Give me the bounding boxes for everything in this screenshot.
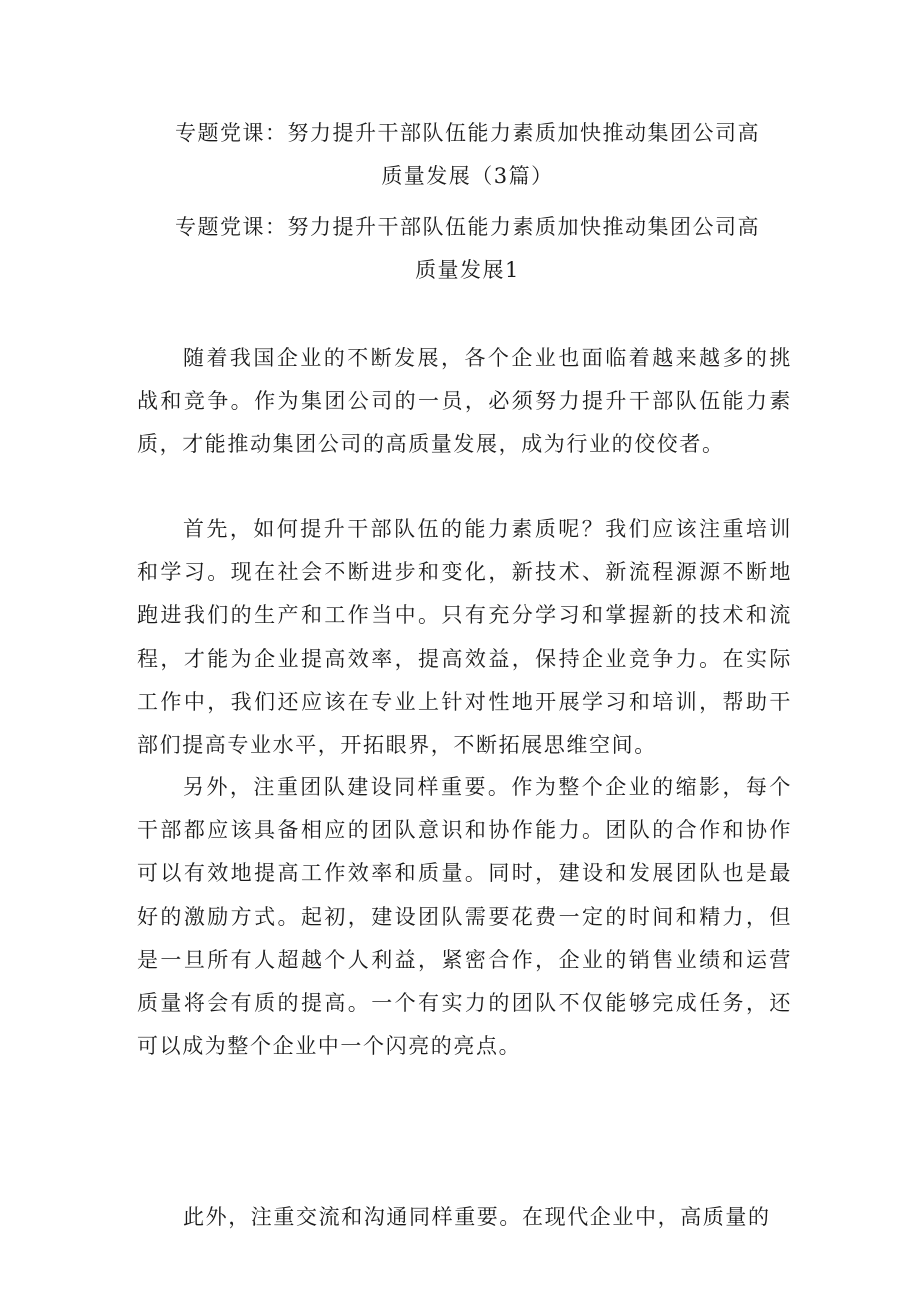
body-paragraph-3: 另外，注重团队建设同样重要。作为整个企业的缩影，每个干部都应该具备相应的团队意识和协作能力。团队的合作和协作可以有效地提高工作效率和质量。同时，建设和发展团队也是最好的激励方式。起初，建设团队需要花费一定的时间和精力，但是一旦所有人超越个人利益，紧密合作，企业的销售业绩和运营质量将会有质的提高。一个有实力的团队不仅能够完成任务，还可以成为整个企业中一个闪亮的亮点。 (137, 775, 792, 1059)
section-title (140, 206, 795, 292)
document-title-line-1: 专题党课：努力提升干部队伍能力素质加快推动集团公司高 (175, 121, 760, 145)
document-title-line-2: 质量发展（3篇） (381, 164, 554, 188)
section-title-line-1: 专题党课：努力提升干部队伍能力素质加快推动集团公司高 (175, 215, 760, 239)
body-paragraph-4: 此外，注重交流和沟通同样重要。在现代企业中，高质量的 (183, 1205, 771, 1229)
section-title-line-2: 质量发展1 (415, 258, 520, 282)
body-paragraph-1: 随着我国企业的不断发展，各个企业也面临着越来越多的挑战和竞争。作为集团公司的一员，必须努力提升干部队伍能力素质，才能推动集团公司的高质量发展，成为行业的佼佼者。 (137, 346, 792, 457)
body-paragraph-2: 首先，如何提升干部队伍的能力素质呢？我们应该注重培训和学习。现在社会不断进步和变化，新技术、新流程源源不断地跑进我们的生产和工作当中。只有充分学习和掌握新的技术和流程，才能为企业提高效率，提高效益，保持企业竞争力。在实际工作中，我们还应该在专业上针对性地开展学习和培训，帮助干部们提高专业水平，开拓眼界，不断拓展思维空间。 (137, 517, 792, 758)
document-title (140, 112, 795, 198)
